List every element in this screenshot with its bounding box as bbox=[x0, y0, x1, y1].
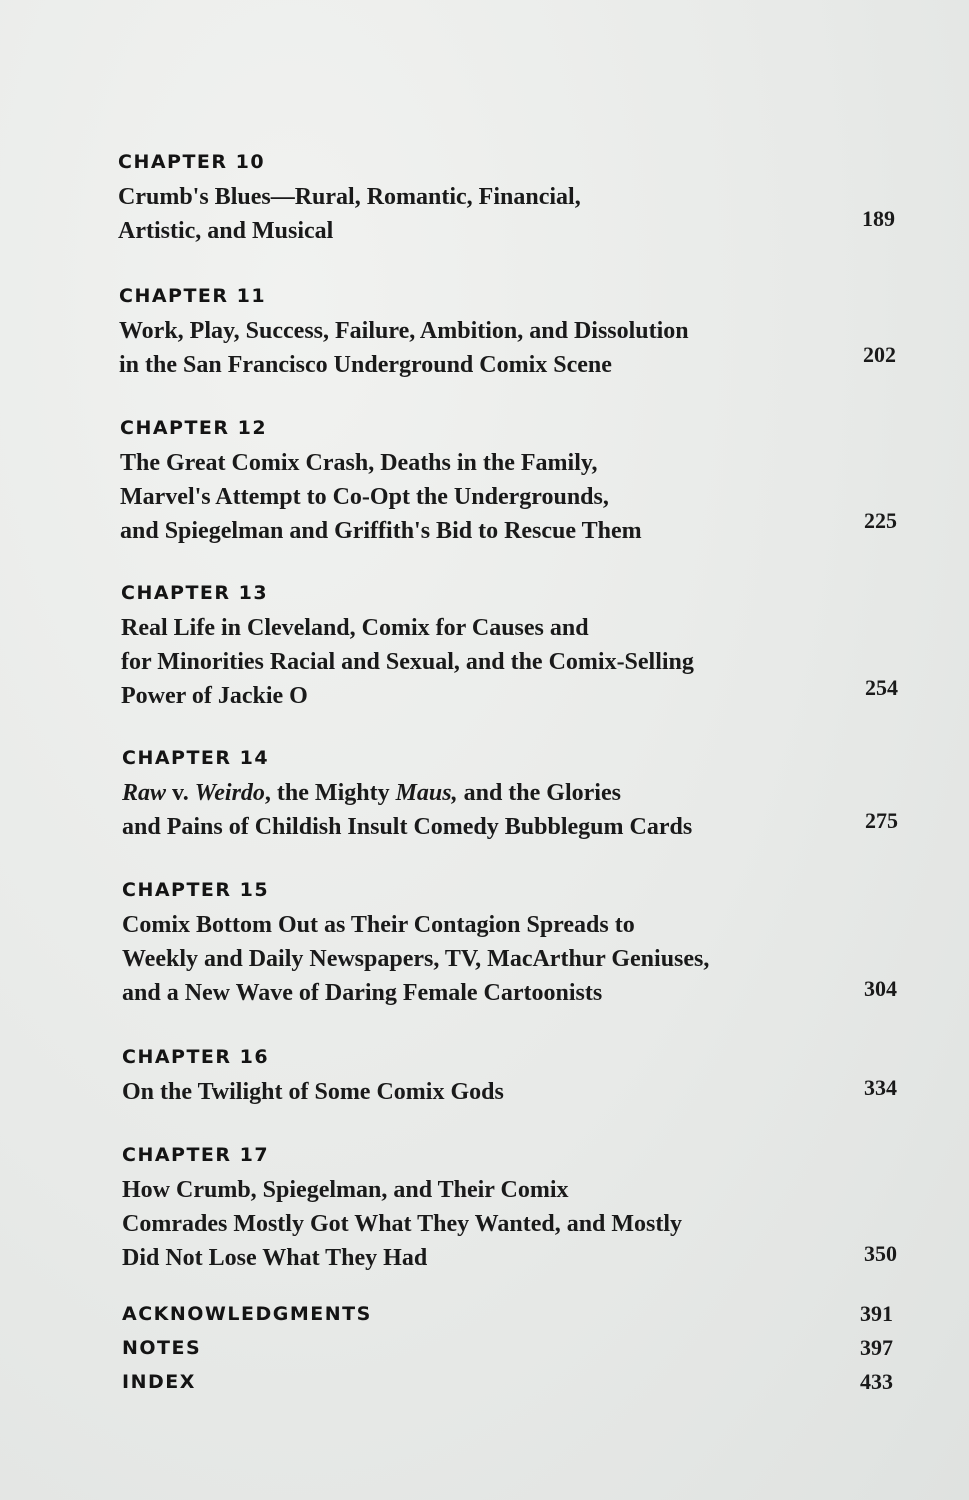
chapter-title-line: Marvel's Attempt to Co-Opt the Undergrounds, bbox=[120, 484, 609, 510]
chapter-title bbox=[122, 908, 897, 1010]
chapter-title bbox=[120, 446, 895, 548]
italic-title-maus: Maus, bbox=[395, 780, 458, 806]
chapter-title-line: and Spiegelman and Griffith's Bid to Rescue Them bbox=[120, 518, 642, 544]
page-number: 304 bbox=[864, 976, 897, 1001]
chapter-title bbox=[122, 1075, 897, 1109]
title-text: , the Mighty bbox=[264, 780, 396, 806]
chapter-title bbox=[119, 314, 894, 382]
chapter-label: CHAPTER 11 bbox=[119, 285, 267, 307]
chapter-title bbox=[118, 180, 893, 248]
page-number: 334 bbox=[864, 1075, 897, 1100]
page-number: 225 bbox=[864, 508, 897, 533]
page-number: 202 bbox=[863, 342, 896, 367]
toc-entry-chapter-13 bbox=[121, 581, 896, 713]
italic-title-raw: Raw bbox=[122, 780, 167, 806]
chapter-title-line bbox=[122, 776, 897, 810]
back-matter-label: ACKNOWLEDGMENTS bbox=[122, 1303, 372, 1325]
chapter-label: CHAPTER 17 bbox=[122, 1144, 270, 1166]
chapter-title bbox=[121, 611, 896, 713]
page-number: 189 bbox=[862, 206, 895, 231]
chapter-title-line: Comix Bottom Out as Their Contagion Spreads to bbox=[122, 912, 635, 938]
chapter-title-line: Did Not Lose What They Had bbox=[122, 1245, 428, 1271]
chapter-title-line: in the San Francisco Underground Comix Scene bbox=[119, 352, 612, 378]
title-text: and the Glories bbox=[457, 780, 621, 806]
chapter-label: CHAPTER 13 bbox=[121, 582, 269, 604]
toc-entry-chapter-10 bbox=[118, 150, 893, 248]
chapter-title-line: On the Twilight of Some Comix Gods bbox=[122, 1079, 504, 1105]
toc-entry-chapter-12 bbox=[120, 416, 895, 548]
chapter-label: CHAPTER 14 bbox=[122, 747, 270, 769]
chapter-title bbox=[122, 1173, 897, 1275]
page-number: 391 bbox=[860, 1301, 893, 1326]
chapter-title-line: for Minorities Racial and Sexual, and the Comix-Selling bbox=[121, 649, 694, 675]
page-number: 433 bbox=[860, 1369, 893, 1394]
toc-entry-chapter-16 bbox=[122, 1045, 897, 1109]
italic-title-weirdo: Weirdo bbox=[194, 780, 265, 806]
toc-entry-notes bbox=[122, 1337, 893, 1367]
toc-entry-index bbox=[122, 1371, 893, 1401]
toc-entry-acknowledgments bbox=[122, 1303, 893, 1333]
page-number: 275 bbox=[865, 808, 898, 833]
chapter-label: CHAPTER 15 bbox=[122, 879, 270, 901]
chapter-title-line: and Pains of Childish Insult Comedy Bubblegum Cards bbox=[122, 814, 693, 840]
page-number: 397 bbox=[860, 1335, 893, 1360]
chapter-title-line: The Great Comix Crash, Deaths in the Family, bbox=[120, 450, 598, 476]
chapter-label: CHAPTER 16 bbox=[122, 1046, 270, 1068]
page-number: 254 bbox=[865, 675, 898, 700]
title-text: v. bbox=[166, 780, 195, 806]
chapter-title-line: and a New Wave of Daring Female Cartoonists bbox=[122, 980, 603, 1006]
chapter-title-line: Work, Play, Success, Failure, Ambition, and Dissolution bbox=[119, 318, 689, 344]
toc-entry-chapter-14 bbox=[122, 746, 897, 844]
chapter-title-line: Crumb's Blues—Rural, Romantic, Financial, bbox=[118, 184, 581, 210]
page-number: 350 bbox=[864, 1241, 897, 1266]
chapter-title-line: Weekly and Daily Newspapers, TV, MacArthur Geniuses, bbox=[122, 946, 710, 972]
chapter-title-line: How Crumb, Spiegelman, and Their Comix bbox=[122, 1177, 569, 1203]
chapter-title-line: Comrades Mostly Got What They Wanted, and Mostly bbox=[122, 1211, 683, 1237]
chapter-title-line: Power of Jackie O bbox=[121, 683, 308, 709]
chapter-label: CHAPTER 12 bbox=[120, 417, 268, 439]
chapter-title-line: Real Life in Cleveland, Comix for Causes and bbox=[121, 615, 589, 641]
chapter-title-line: Artistic, and Musical bbox=[118, 218, 334, 244]
chapter-label: CHAPTER 10 bbox=[118, 151, 266, 173]
toc-entry-chapter-15 bbox=[122, 878, 897, 1010]
back-matter-label: INDEX bbox=[122, 1371, 196, 1393]
toc-entry-chapter-17 bbox=[122, 1143, 897, 1275]
toc-entry-chapter-11 bbox=[119, 284, 894, 382]
chapter-title bbox=[122, 776, 897, 844]
back-matter-label: NOTES bbox=[122, 1337, 202, 1359]
